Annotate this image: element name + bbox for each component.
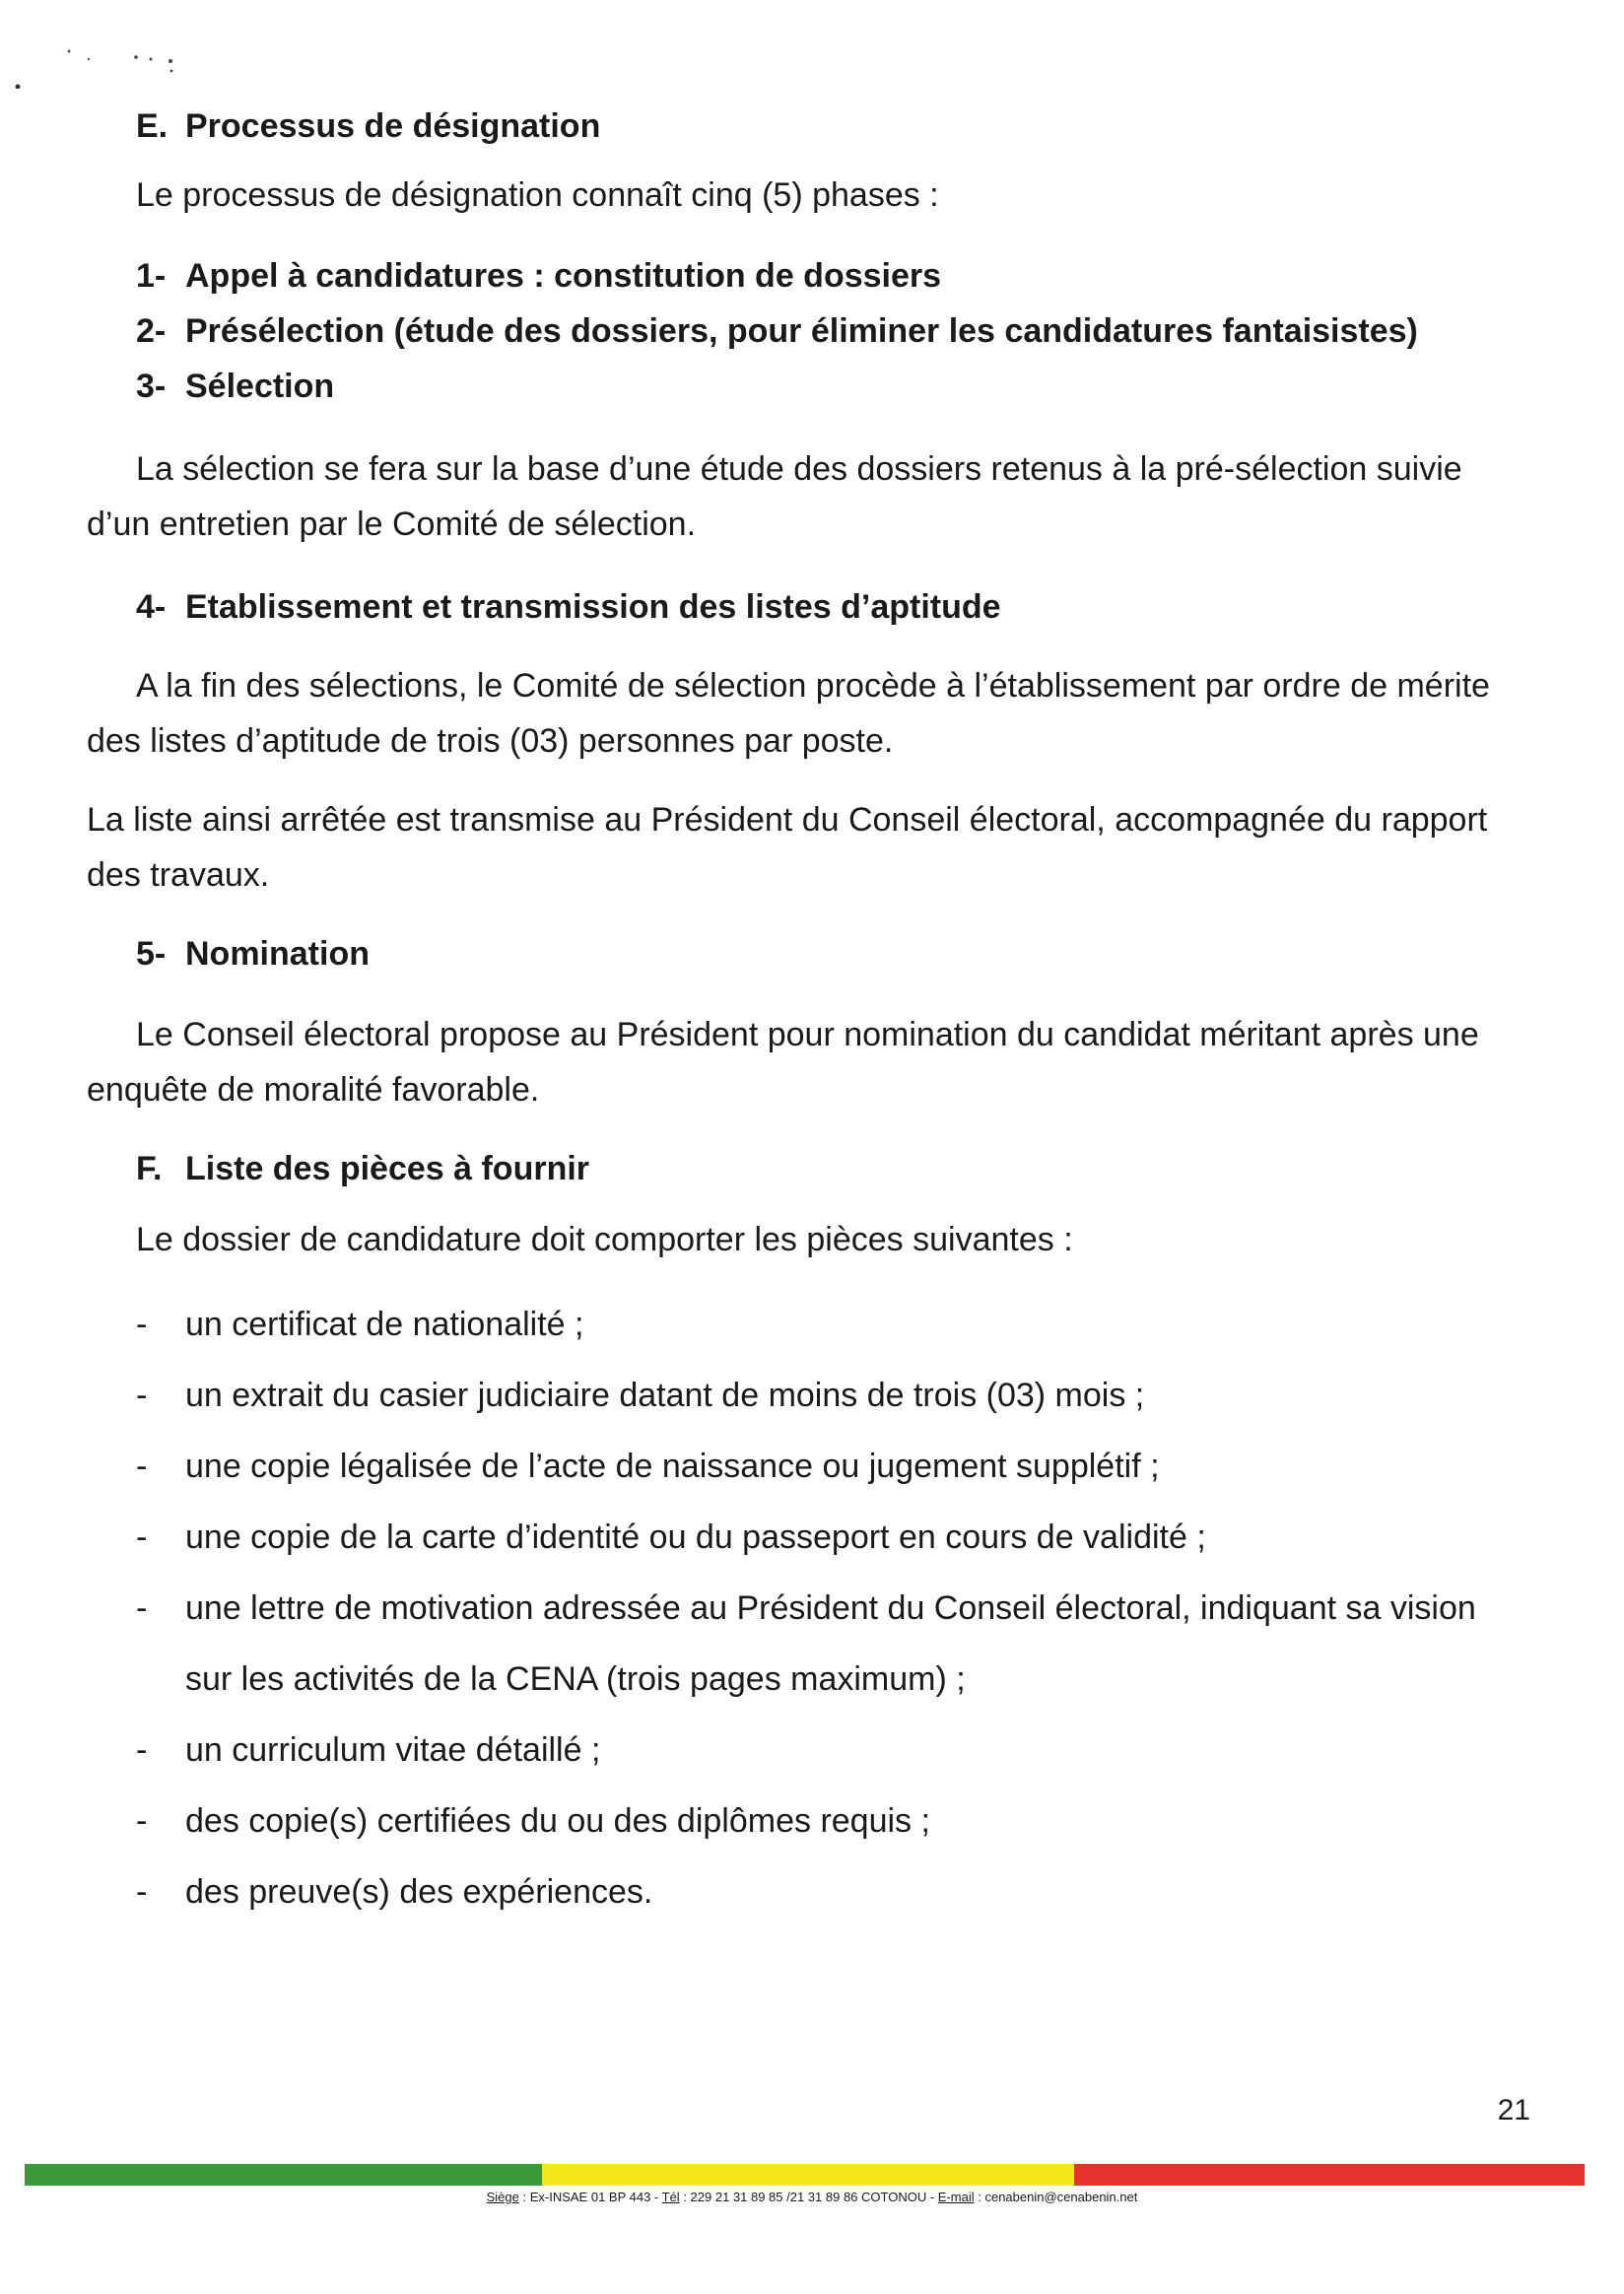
phases-list	[87, 248, 1525, 414]
list-item	[87, 1786, 1525, 1856]
bullet-dash: -	[136, 1802, 148, 1840]
section-e-heading	[87, 99, 1525, 154]
phase-item	[87, 248, 1525, 304]
section-e-intro: Le processus de désignation connaît cinq (5) phases :	[136, 176, 939, 214]
phase-5-heading	[87, 926, 1525, 981]
flag-band-green	[25, 2164, 542, 2186]
list-item-text: des preuve(s) des expériences.	[185, 1873, 653, 1911]
list-item	[87, 1715, 1525, 1786]
list-item-text: un certificat de nationalité ;	[185, 1306, 584, 1343]
phase-number: 5-	[136, 935, 167, 973]
section-e-title: Processus de désignation	[185, 107, 601, 145]
phase-4-paragraph-1: A la fin des sélections, le Comité de sélection procède à l’établissement par ordre de mérite des listes d’aptitude de trois (03) personnes par poste.	[87, 667, 1490, 760]
list-item	[87, 1502, 1525, 1573]
phase-4-heading	[87, 579, 1525, 635]
bullet-dash: -	[136, 1589, 148, 1627]
list-item	[87, 1856, 1525, 1927]
footer-email-label: E-mail	[937, 2190, 975, 2204]
bullet-dash: -	[136, 1306, 148, 1343]
list-item-text: une lettre de motivation adressée au Président du Conseil électoral, indiquant sa vision sur les activités de la CENA (trois pages maximum) ;	[185, 1589, 1476, 1698]
section-e-letter: E.	[136, 107, 169, 145]
list-item	[87, 1360, 1525, 1431]
flag-band-red	[1074, 2164, 1585, 2186]
selection-paragraph: La sélection se fera sur la base d’une étude des dossiers retenus à la pré-sélection suivie d’un entretien par le Comité de sélection.	[87, 450, 1462, 543]
list-item-text: une copie de la carte d’identité ou du passeport en cours de validité ;	[185, 1518, 1206, 1556]
phase-label: Présélection (étude des dossiers, pour éliminer les candidatures fantaisistes)	[185, 312, 1418, 350]
phase-number: 3-	[136, 368, 167, 405]
footer-tel-value: : 229 21 31 89 85 /21 31 89 86 COTONOU -	[679, 2190, 938, 2204]
pieces-list	[87, 1289, 1525, 1927]
list-item-text: des copie(s) certifiées du ou des diplômes requis ;	[185, 1802, 930, 1840]
phase-4-paragraph-2: La liste ainsi arrêtée est transmise au Président du Conseil électoral, accompagnée du rapport des travaux.	[87, 801, 1488, 894]
phase-number: 2-	[136, 312, 167, 350]
bullet-dash: -	[136, 1731, 148, 1769]
document-body	[87, 99, 1525, 1927]
list-item-text: une copie légalisée de l’acte de naissance ou jugement supplétif ;	[185, 1448, 1160, 1485]
phase-5-paragraph: Le Conseil électoral propose au Président pour nomination du candidat méritant après une enquête de moralité favorable.	[87, 1016, 1479, 1109]
footer-address	[0, 2190, 1624, 2204]
bullet-dash: -	[136, 1518, 148, 1556]
flag-band-yellow	[542, 2164, 1074, 2186]
footer-tel-label: Tél	[661, 2190, 680, 2204]
phase-label: Sélection	[185, 368, 335, 405]
phase-label: Etablissement et transmission des listes d’aptitude	[185, 588, 1001, 626]
footer-siege-value: : Ex-INSAE 01 BP 443 -	[518, 2190, 662, 2204]
list-item-text: un curriculum vitae détaillé ;	[185, 1731, 601, 1769]
bullet-dash: -	[136, 1377, 148, 1414]
section-f-heading	[87, 1141, 1525, 1196]
footer-email-value: : cenabenin@cenabenin.net	[974, 2190, 1138, 2204]
bullet-dash: -	[136, 1873, 148, 1911]
footer-siege-label: Siège	[486, 2190, 519, 2204]
phase-number: 1-	[136, 257, 167, 295]
phase-item	[87, 304, 1525, 359]
scan-specks	[8, 20, 175, 89]
section-f-intro: Le dossier de candidature doit comporter les pièces suivantes :	[136, 1221, 1073, 1258]
list-item-text: un extrait du casier judiciaire datant de moins de trois (03) mois ;	[185, 1377, 1145, 1414]
list-item	[87, 1573, 1525, 1715]
bullet-dash: -	[136, 1448, 148, 1485]
section-f-title: Liste des pièces à fournir	[185, 1150, 590, 1187]
list-item	[87, 1431, 1525, 1502]
list-item	[87, 1289, 1525, 1360]
phase-number: 4-	[136, 588, 167, 626]
phase-label: Appel à candidatures : constitution de dossiers	[185, 257, 942, 295]
phase-item	[87, 359, 1525, 414]
section-f-letter: F.	[136, 1150, 163, 1187]
page-number: 21	[1497, 2094, 1530, 2126]
phase-label: Nomination	[185, 935, 370, 973]
